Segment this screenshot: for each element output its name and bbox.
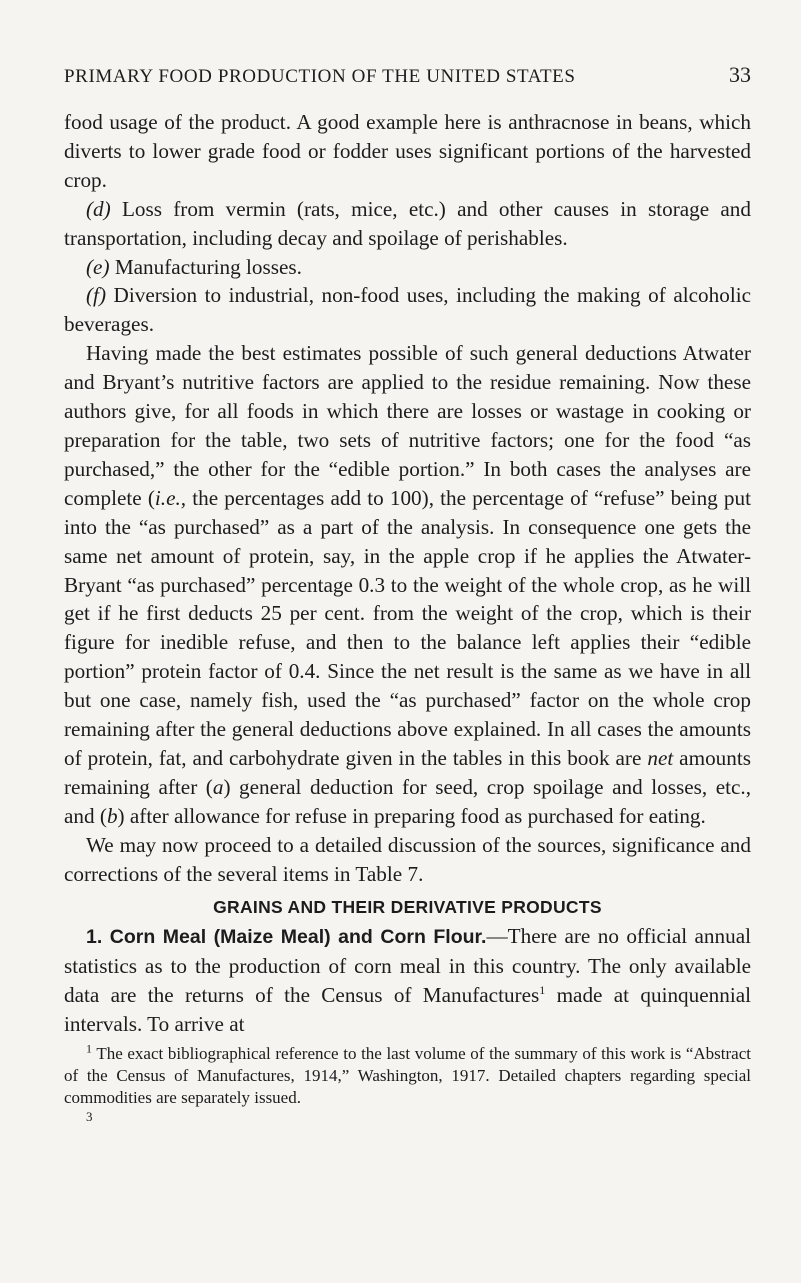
paragraph-item-e: (e) Manufacturing losses. <box>86 254 302 279</box>
footnote-marker: 1 <box>86 1041 92 1056</box>
paragraph-item-d: (d) Loss from vermin (rats, mice, etc.) and other causes in storage and transportation, including decay and spoilage of perishables. <box>64 196 751 250</box>
running-header <box>64 62 751 88</box>
body-text <box>64 108 751 1125</box>
paragraph-continuation: food usage of the product. A good example here is anthracnose in beans, which diverts to lower grade food or fodder uses significant portions of the harvested crop. <box>64 110 751 192</box>
item-label-e: (e) <box>86 254 110 279</box>
section-heading: GRAINS AND THEIR DERIVATIVE PRODUCTS <box>213 897 602 918</box>
run-in-heading: 1. Corn Meal (Maize Meal) and Corn Flour. <box>86 926 487 949</box>
paragraph-proceed: We may now proceed to a detailed discussion of the sources, significance and corrections of the several items in Table 7. <box>64 832 751 886</box>
footnote <box>64 1043 751 1125</box>
footnote-reference[interactable]: 1 <box>539 983 546 998</box>
item-label-d: (d) <box>86 196 111 221</box>
paragraph-corn-meal: 1. Corn Meal (Maize Meal) and Corn Flour.—There are no official annual statistics as to the production of corn meal in this country. The only available data are the returns of the Census of Manufactures$^1$ made at quinquennial intervals. To arrive at <box>64 924 752 1037</box>
page-number: 33 <box>729 62 751 87</box>
item-label-f: (f) <box>86 283 106 308</box>
running-title: PRIMARY FOOD PRODUCTION OF THE UNITED STATES <box>64 66 576 87</box>
signature-mark: 3 <box>86 1109 93 1125</box>
footnote-text: $^1$ The exact bibliographical reference to the last volume of the summary of this work is “Abstract of the Census of Manufactures, 1914,” Washington, 1917. Detailed chapters regarding special commodities are separately issued. <box>64 1041 751 1107</box>
paragraph-nutritive-factors: Having made the best estimates possible of such general deductions Atwater and Bryant’s nutritive factors are applied to the residue remaining. Now these authors give, for all foods in which there are losses or wastage in cooking or preparation for the table, two sets of nutritive factors; one for the food “as purchased,” the other for the “edible portion.” In both cases the analyses are complete (i.e., the percentages add to 100), the percentage of “refuse” being put into the “as purchased” as a part of the analysis. In consequence one gets the same net amount of protein, say, in the apple crop if he applies the Atwater-Bryant “as purchased” percentage 0.3 to the weight of the whole crop, as he will get if he first deducts 25 per cent. from the weight of the crop, which is their figure for inedible refuse, and then to the balance left applies their “edible portion” protein factor of 0.4. Since the net result is the same as we have in all but one case, namely fish, used the “as purchased” factor on the whole crop remaining after the general deductions above explained. In all cases the amounts of protein, fat, and carbohydrate given in the tables in this book are net amounts remaining after (a) general deduction for seed, crop spoilage and losses, etc., and (b) after allowance for refuse in preparing food as purchased for eating. <box>64 341 751 828</box>
paragraph-item-f: (f) Diversion to industrial, non-food uses, including the making of alcoholic beverages. <box>64 283 751 337</box>
